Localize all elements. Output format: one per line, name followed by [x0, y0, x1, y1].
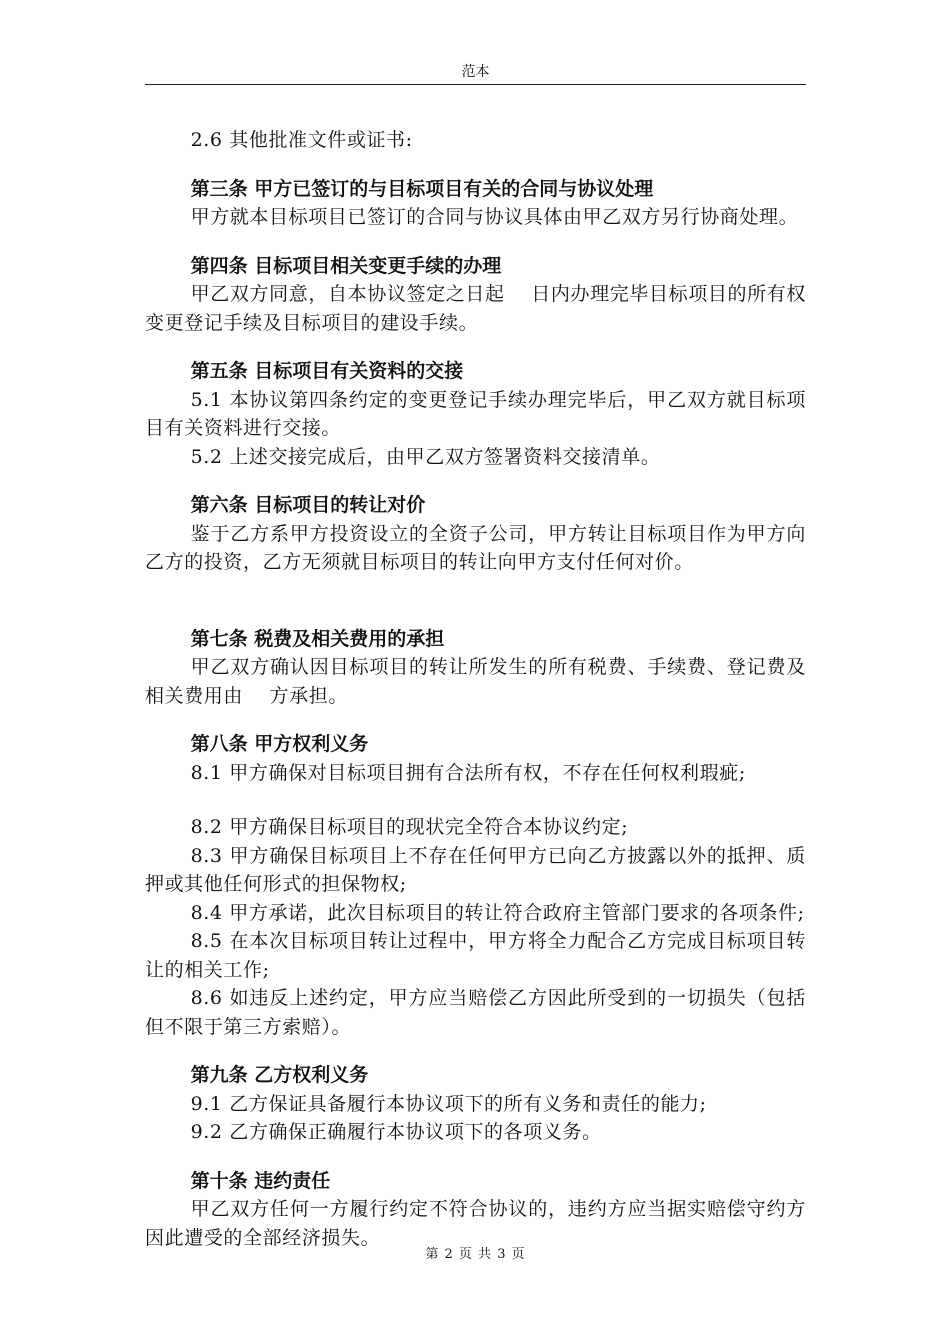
- spacer: [145, 1041, 806, 1061]
- page-number: 第 2 页 共 3 页: [425, 1247, 526, 1262]
- spacer: [145, 577, 806, 625]
- article-8-heading: 第八条 甲方权利义务: [190, 733, 369, 755]
- article-9-heading: 第九条 乙方权利义务: [190, 1064, 369, 1086]
- clause-2-6: 2.6 其他批准文件或证书:: [190, 129, 413, 151]
- spacer: [145, 337, 806, 357]
- clause-8-6: 8.6 如违反上述约定，甲方应当赔偿乙方因此所受到的一切损失（包括但不限于第三方索赔）。: [145, 987, 806, 1038]
- spacer: [145, 710, 806, 730]
- article-5-heading: 第五条 目标项目有关资料的交接: [190, 360, 464, 382]
- clause-5-1: 5.1 本协议第四条约定的变更登记手续办理完毕后，甲乙双方就目标项目有关资料进行交接。: [145, 388, 806, 439]
- clause-9-1: 9.1 乙方保证具备履行本协议项下的所有义务和责任的能力;: [190, 1092, 707, 1115]
- clause-8-3: 8.3 甲方确保目标项目上不存在任何甲方已向乙方披露以外的抵押、质押或其他任何形式的担保物权;: [145, 844, 806, 895]
- spacer: [145, 471, 806, 491]
- clause-8-2: 8.2 甲方确保目标项目的现状完全符合本协议约定;: [190, 816, 629, 838]
- article-3-paragraph: 甲方就本目标项目已签订的合同与协议具体由甲乙双方另行协商处理。: [190, 206, 799, 228]
- spacer: [145, 787, 806, 813]
- spacer: [145, 232, 806, 252]
- spacer: [145, 155, 806, 175]
- article-10-heading: 第十条 违约责任: [190, 1169, 331, 1192]
- page-header: 范本: [461, 64, 490, 80]
- header-divider: [145, 84, 806, 85]
- clause-9-2: 9.2 乙方确保正确履行本协议项下的各项义务。: [190, 1121, 602, 1143]
- article-6-heading: 第六条 目标项目的转让对价: [190, 494, 426, 516]
- article-10-paragraph: 甲乙双方任何一方履行约定不符合协议的，违约方应当据实赔偿守约方因此遭受的全部经济损失。: [145, 1198, 806, 1249]
- article-4-paragraph: 甲乙双方同意，自本协议签定之日起 日内办理完毕目标项目的所有权变更登记手续及目标项目的建设手续。: [145, 283, 806, 334]
- article-7-heading: 第七条 税费及相关费用的承担: [190, 627, 445, 650]
- article-4-heading: 第四条 目标项目相关变更手续的办理: [190, 254, 502, 277]
- document-body: [145, 126, 806, 1252]
- spacer: [145, 1147, 806, 1167]
- article-3-heading: 第三条 甲方已签订的与目标项目有关的合同与协议处理: [190, 177, 654, 200]
- article-7-paragraph: 甲乙双方确认因目标项目的转让所发生的所有税费、手续费、登记费及相关费用由 方承担。: [145, 656, 806, 707]
- article-6-paragraph: 鉴于乙方系甲方投资设立的全资子公司，甲方转让目标项目作为甲方向乙方的投资，乙方无须就目标项目的转让向甲方支付任何对价。: [145, 522, 806, 573]
- clause-8-5: 8.5 在本次目标项目转让过程中，甲方将全力配合乙方完成目标项目转让的相关工作;: [145, 930, 806, 981]
- clause-8-4: 8.4 甲方承诺，此次目标项目的转让符合政府主管部门要求的各项条件;: [190, 901, 805, 924]
- clause-8-1: 8.1 甲方确保对目标项目拥有合法所有权，不存在任何权利瑕疵;: [190, 761, 746, 784]
- clause-5-2: 5.2 上述交接完成后，由甲乙双方签署资料交接清单。: [190, 445, 661, 468]
